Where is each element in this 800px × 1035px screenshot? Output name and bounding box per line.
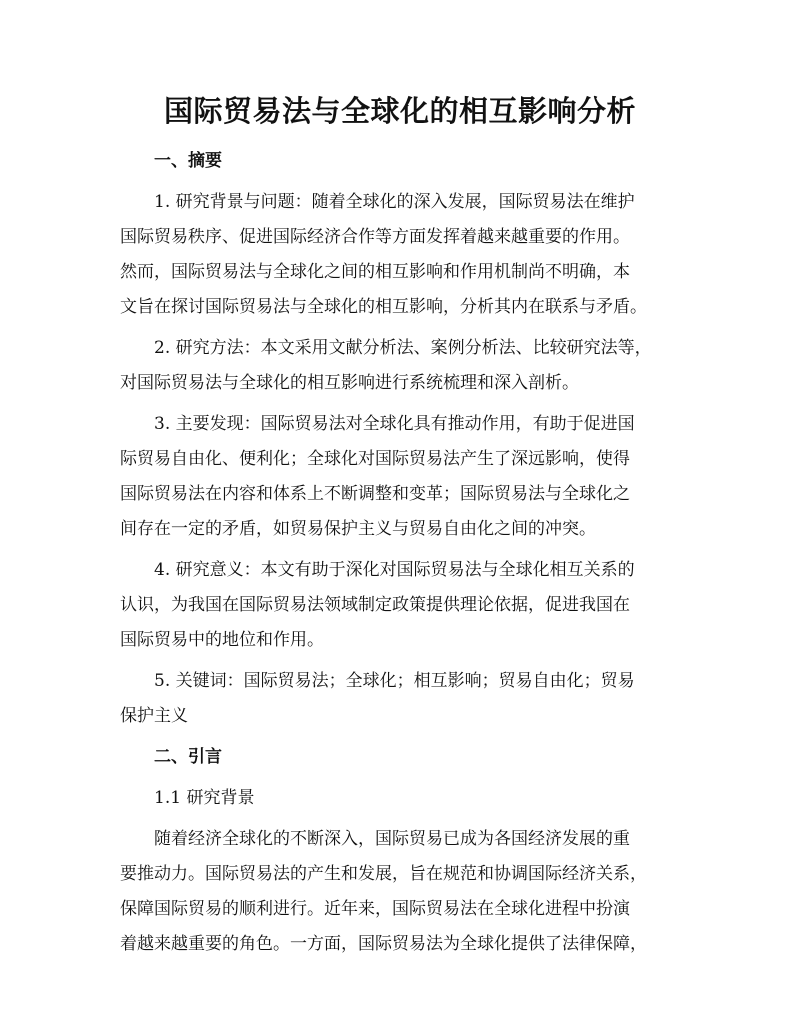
paragraph-line: 5. 关键词：国际贸易法；全球化；相互影响；贸易自由化；贸易 [154, 671, 635, 691]
paragraph-line: 认识，为我国在国际贸易法领域制定政策提供理论依据，促进我国在 [120, 595, 630, 615]
paragraph-line: 文旨在探讨国际贸易法与全球化的相互影响，分析其内在联系与矛盾。 [120, 297, 647, 317]
section-heading-abstract: 一、摘要 [154, 151, 222, 171]
paragraph-line: 国际贸易法在内容和体系上不断调整和变革；国际贸易法与全球化之 [120, 484, 630, 504]
paragraph-line: 国际贸易秩序、促进国际经济合作等方面发挥着越来越重要的作用。 [120, 227, 630, 247]
document-title: 国际贸易法与全球化的相互影响分析 [163, 94, 636, 128]
section-heading-introduction: 二、引言 [154, 747, 222, 767]
paragraph-line: 3. 主要发现：国际贸易法对全球化具有推动作用，有助于促进国 [154, 414, 635, 434]
paragraph-line: 着越来越重要的角色。一方面，国际贸易法为全球化提供了法律保障， [120, 934, 647, 954]
paragraph-line: 1. 研究背景与问题：随着全球化的深入发展，国际贸易法在维护 [154, 192, 635, 212]
subsection-heading: 1.1 研究背景 [154, 788, 255, 808]
paragraph-line: 2. 研究方法：本文采用文献分析法、案例分析法、比较研究法等， [154, 338, 652, 358]
paragraph-line: 然而，国际贸易法与全球化之间的相互影响和作用机制尚不明确，本 [120, 262, 630, 282]
paragraph-line: 对国际贸易法与全球化的相互影响进行系统梳理和深入剖析。 [120, 373, 579, 393]
paragraph-line: 保护主义 [120, 706, 188, 726]
paragraph-line: 随着经济全球化的不断深入，国际贸易已成为各国经济发展的重 [154, 829, 630, 849]
paragraph-line: 保障国际贸易的顺利进行。近年来，国际贸易法在全球化进程中扮演 [120, 899, 630, 919]
paragraph-line: 4. 研究意义：本文有助于深化对国际贸易法与全球化相互关系的 [154, 560, 635, 580]
paragraph-line: 际贸易自由化、便利化；全球化对国际贸易法产生了深远影响，使得 [120, 449, 630, 469]
paragraph-line: 间存在一定的矛盾，如贸易保护主义与贸易自由化之间的冲突。 [120, 519, 596, 539]
paragraph-line: 国际贸易中的地位和作用。 [120, 630, 324, 650]
paragraph-line: 要推动力。国际贸易法的产生和发展，旨在规范和协调国际经济关系， [120, 864, 647, 884]
document-body [120, 144, 682, 962]
